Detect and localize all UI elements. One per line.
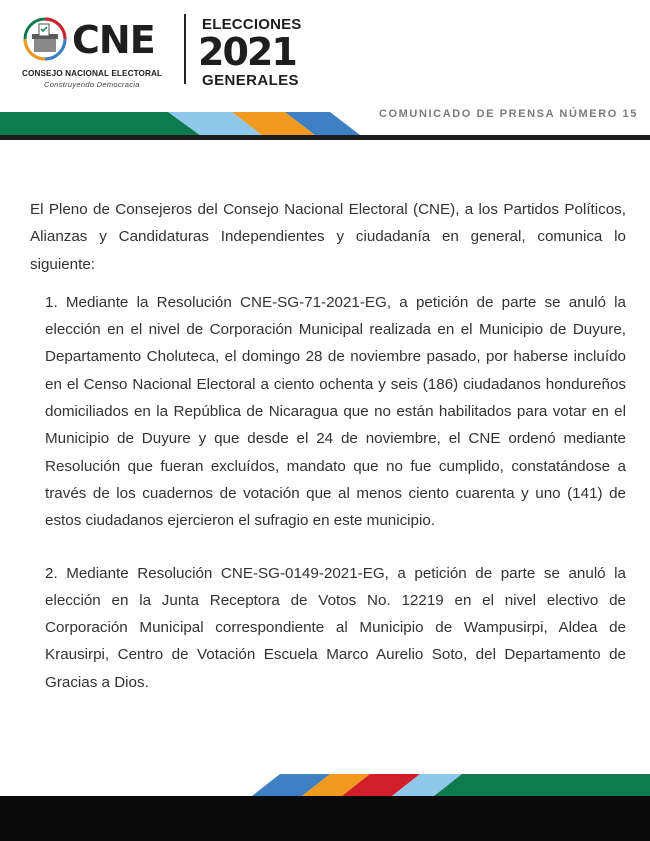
elections-logo <box>198 16 308 90</box>
elections-subtitle: GENERALES <box>202 72 299 89</box>
resolution-item: 1. Mediante la Resolución CNE-SG-71-2021-EG, a petición de parte se anuló la elección en el nivel de Corporación Municipal realizada en el Municipio de Duyure, Departamento Choluteca, el domingo 28 de noviembre pasado, por haberse incluído en el Censo Nacional Electoral a ciento ochenta y seis (186) ciudadanos hondureños domiciliados en la República de Nicaragua que no están habilitados para votar en el Municipio de Duyure y que desde el 24 de noviembre, el CNE ordenó mediante Resolución que fueran excluídos, mandato que no fue cumplido, constatándose a través de los cuadernos de votación que al menos ciento cuarenta y uno (141) de estos ciudadanos ejercieron el sufragio en este municipio. <box>45 293 626 530</box>
elections-title: ELECCIONES <box>202 16 302 33</box>
document-body <box>30 196 626 696</box>
org-full-name: CONSEJO NACIONAL ELECTORAL <box>22 69 163 78</box>
intro-paragraph: El Pleno de Consejeros del Consejo Nacional Electoral (CNE), a los Partidos Políticos, Alianzas y Candidaturas Independientes y ciudadanía en general, comunica lo siguiente: <box>30 201 626 273</box>
org-slogan: Construyendo Democracia <box>44 80 140 89</box>
elections-year: 2021 <box>198 30 296 74</box>
resolution-item: 2. Mediante Resolución CNE-SG-0149-2021-EG, a petición de parte se anuló la elección en la Junta Receptora de Votos No. 12219 en el nivel electivo de Corporación Municipal correspondiente al Municipio de Wampusirpi, Aldea de Krausirpi, Centro de Votación Escuela Marco Aurelio Soto, del Departamento de Gracias a Dios. <box>45 564 626 691</box>
page-header <box>0 0 650 140</box>
org-short-name: CNE <box>72 18 155 62</box>
cne-logo <box>22 16 172 88</box>
ballot-box-icon <box>22 16 68 62</box>
logo-divider <box>184 14 186 84</box>
press-release-label: COMUNICADO DE PRENSA NÚMERO 15 <box>378 108 638 120</box>
footer-color-band <box>0 770 650 841</box>
